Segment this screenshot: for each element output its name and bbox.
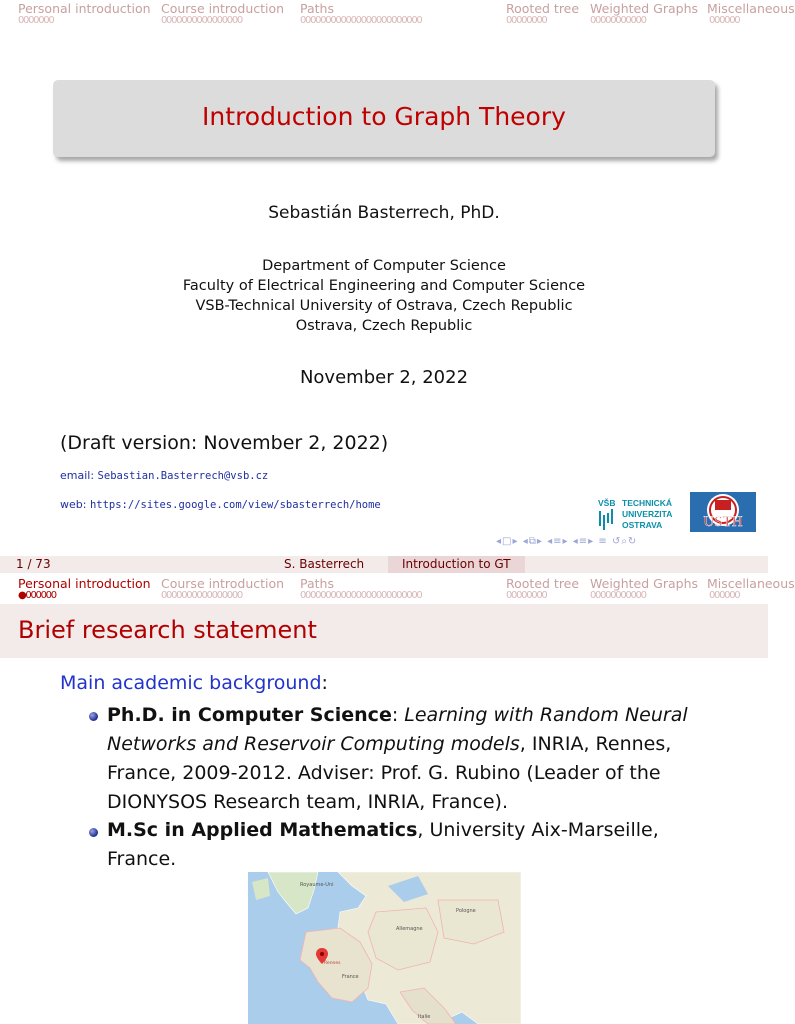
author-name: Sebastián Basterrech, PhD.	[268, 203, 500, 223]
frame-title-bar	[0, 604, 768, 658]
map-label: Italie	[418, 1014, 431, 1020]
map-label: Rennes	[324, 961, 341, 966]
nav-section-prev-icon[interactable]: ◂	[547, 536, 554, 547]
europe-map-image	[248, 872, 521, 1024]
slide-footer	[0, 556, 768, 573]
phd-thesis-title: Learning with Random Neural Networks and Reservoir Computing models	[107, 704, 688, 755]
vsb-logo-text: TECHNICKÁ	[622, 498, 673, 508]
map-label: Allemagne	[396, 926, 423, 932]
nav-subsection-dots-active[interactable]: ●000000	[18, 590, 56, 601]
nav-search-icon[interactable]: ↺⌕↻	[611, 536, 638, 547]
nav-section-paths[interactable]: Paths	[300, 1, 334, 16]
phd-degree: Ph.D. in Computer Science	[107, 704, 392, 726]
nav-subsection-dots[interactable]: 00000000	[506, 15, 547, 26]
nav-subsection-dots[interactable]: 00000000000	[590, 590, 646, 601]
web-label: web:	[60, 498, 87, 511]
nav-subsection-icon[interactable]: ⧉	[528, 536, 537, 547]
top-navigation-bar	[0, 575, 795, 605]
web-line	[60, 498, 381, 511]
map-label: France	[342, 974, 359, 980]
nav-subsection-prev-icon[interactable]: ◂	[522, 536, 529, 547]
city: Ostrava, Czech Republic	[295, 318, 473, 334]
email-line	[60, 469, 268, 482]
nav-doc-icon[interactable]: ≡	[578, 536, 589, 547]
bullet-icon	[86, 709, 101, 724]
presentation-title: Introduction to Graph Theory	[202, 102, 566, 131]
beamer-navigation-symbols	[496, 536, 637, 547]
nav-frame-prev-icon[interactable]: ◂	[496, 536, 503, 547]
presentation-date: November 2, 2022	[299, 367, 469, 388]
map-label: Royaume-Uni	[300, 882, 334, 888]
email-link[interactable]: Sebastian.Basterrech@vsb.cz	[97, 470, 269, 482]
email-label: email:	[60, 469, 95, 482]
nav-subsection-next-icon[interactable]: ▸	[536, 536, 543, 547]
draft-version: (Draft version: November 2, 2022)	[60, 432, 389, 454]
background-label: Main academic background	[60, 672, 322, 694]
faculty: Faculty of Electrical Engineering and Computer Science	[182, 278, 586, 294]
vsb-logo-text: VŠB	[598, 498, 616, 508]
nav-doc-next-icon[interactable]: ▸	[588, 536, 595, 547]
nav-frame-icon[interactable]: □	[502, 536, 513, 547]
nav-section-icon[interactable]: ≡	[553, 536, 563, 547]
nav-section-weighted-graphs[interactable]: Weighted Graphs	[590, 1, 699, 16]
usth-logo	[690, 492, 756, 532]
footer-author: S. Basterrech	[284, 557, 365, 571]
web-link[interactable]: https://sites.google.com/view/sbasterrech/home	[89, 499, 381, 511]
top-navigation-bar	[0, 0, 795, 38]
nav-subsection-dots[interactable]: 000000	[709, 590, 740, 601]
vsb-logo-text: UNIVERZITA	[622, 509, 673, 519]
institution-block	[0, 256, 768, 336]
nav-section-miscellaneous[interactable]: Miscellaneous	[707, 1, 795, 16]
nav-subsection-dots[interactable]: 00000000	[506, 590, 547, 601]
vsb-logo-text: OSTRAVA	[622, 520, 663, 530]
page-number: 1 / 73	[16, 557, 51, 571]
university: VSB-Technical University of Ostrava, Czech Republic	[195, 298, 573, 314]
nav-subsection-dots[interactable]: 000000	[709, 15, 740, 26]
nav-section-personal-introduction[interactable]: Personal introduction	[18, 1, 151, 16]
nav-section-rooted-tree[interactable]: Rooted tree	[506, 576, 580, 591]
title-box	[53, 80, 715, 157]
usth-logo-text: USTH	[703, 514, 743, 530]
nav-subsection-dots[interactable]: 000000000000000000000000	[300, 590, 422, 601]
phd-details: , INRIA, Rennes, France, 2009-2012. Adviser: Prof. G. Rubino (Leader of the DIONYSOS Research team, INRIA, France).	[107, 733, 672, 813]
nav-section-weighted-graphs[interactable]: Weighted Graphs	[590, 576, 699, 591]
background-colon: :	[321, 672, 328, 694]
background-heading	[60, 672, 328, 694]
department: Department of Computer Science	[262, 258, 506, 274]
frame-title: Brief research statement	[18, 616, 317, 644]
phd-colon: :	[391, 704, 405, 726]
msc-details: , University Aix-Marseille, France.	[107, 819, 659, 870]
nav-subsection-dots[interactable]: 0000000000000000	[161, 15, 242, 26]
nav-subsection-dots[interactable]: 0000000	[18, 15, 54, 26]
nav-section-paths[interactable]: Paths	[300, 576, 334, 591]
map-label: Pologne	[456, 908, 476, 914]
nav-subsection-dots[interactable]: 00000000000	[590, 15, 646, 26]
phd-item	[107, 701, 727, 817]
nav-section-rooted-tree[interactable]: Rooted tree	[506, 1, 580, 16]
nav-section-personal-introduction[interactable]: Personal introduction	[18, 576, 151, 591]
nav-section-miscellaneous[interactable]: Miscellaneous	[707, 576, 795, 591]
footer-short-title: Introduction to GT	[388, 556, 525, 573]
msc-degree: M.Sc in Applied Mathematics	[107, 819, 418, 841]
nav-subsection-dots[interactable]: 000000000000000000000000	[300, 15, 422, 26]
vsb-logo	[596, 496, 688, 536]
nav-subsection-dots[interactable]: 0000000000000000	[161, 590, 242, 601]
nav-frame-next-icon[interactable]: ▸	[512, 536, 519, 547]
msc-item	[107, 816, 727, 874]
nav-section-course-introduction[interactable]: Course introduction	[161, 1, 285, 16]
bullet-icon	[86, 825, 101, 840]
nav-section-course-introduction[interactable]: Course introduction	[161, 576, 285, 591]
nav-appendix-icon[interactable]: ≡	[598, 536, 608, 547]
nav-doc-prev-icon[interactable]: ◂	[572, 536, 579, 547]
nav-section-next-icon[interactable]: ▸	[562, 536, 569, 547]
